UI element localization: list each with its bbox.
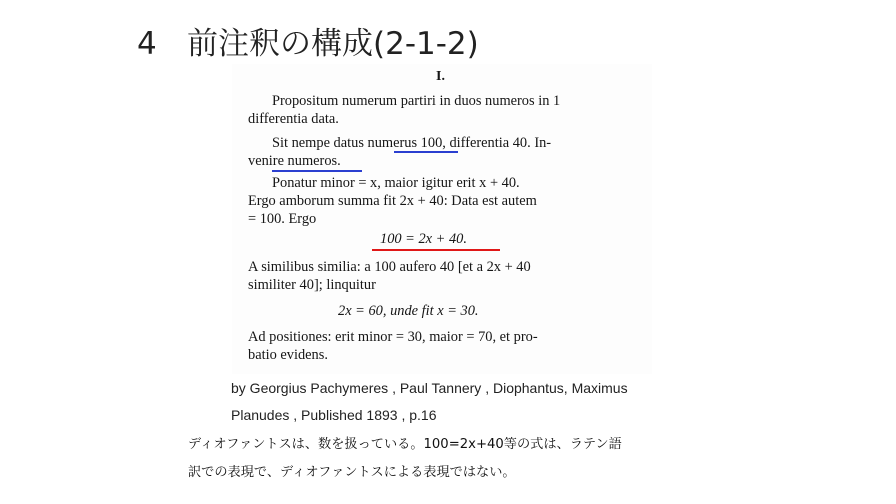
commentary-line2: 訳での表現で、ディオファントスによる表現ではない。	[188, 465, 516, 480]
excerpt-line: differentia data.	[248, 111, 339, 127]
excerpt-line: Propositum numerum partiri in duos numeros in 1	[272, 93, 561, 109]
equation-line: 100 = 2x + 40.	[380, 231, 467, 247]
blue-underline-numeros	[272, 170, 362, 172]
source-citation-line1: by Georgius Pachymeres , Paul Tannery , Diophantus, Maximus	[231, 380, 628, 396]
commentary-line1: ディオファントスは、数を扱っている。100=2x+40等の式は、ラテン語	[188, 437, 622, 452]
scanned-latin-excerpt	[232, 64, 652, 374]
slide-title-text: 前注釈の構成(2-1-2)	[187, 26, 479, 62]
excerpt-line: Ponatur minor = x, maior igitur erit x + 40.	[272, 175, 520, 191]
blue-underline-numerus	[394, 151, 458, 153]
excerpt-line: Ad positiones: erit minor = 30, maior = 70, et pro-	[248, 329, 538, 345]
source-citation-line2: Planudes , Published 1893 , p.16	[231, 407, 437, 423]
excerpt-line: batio evidens.	[248, 347, 328, 363]
slide-number: 4	[137, 26, 157, 62]
excerpt-line: = 100. Ergo	[248, 211, 317, 227]
excerpt-heading: I.	[436, 69, 445, 84]
excerpt-line: Ergo amborum summa fit 2x + 40: Data est autem	[248, 193, 537, 209]
excerpt-line: venire numeros.	[248, 153, 341, 169]
excerpt-line: A similibus similia: a 100 aufero 40 [et a 2x + 40	[248, 259, 531, 275]
red-underline-equation	[372, 249, 500, 251]
excerpt-line: Sit nempe datus numerus 100, differentia 40. In-	[272, 135, 552, 151]
equation-line: 2x = 60, unde fit x = 30.	[338, 303, 479, 319]
excerpt-line: similiter 40]; linquitur	[248, 277, 376, 293]
slide-title	[137, 18, 479, 63]
